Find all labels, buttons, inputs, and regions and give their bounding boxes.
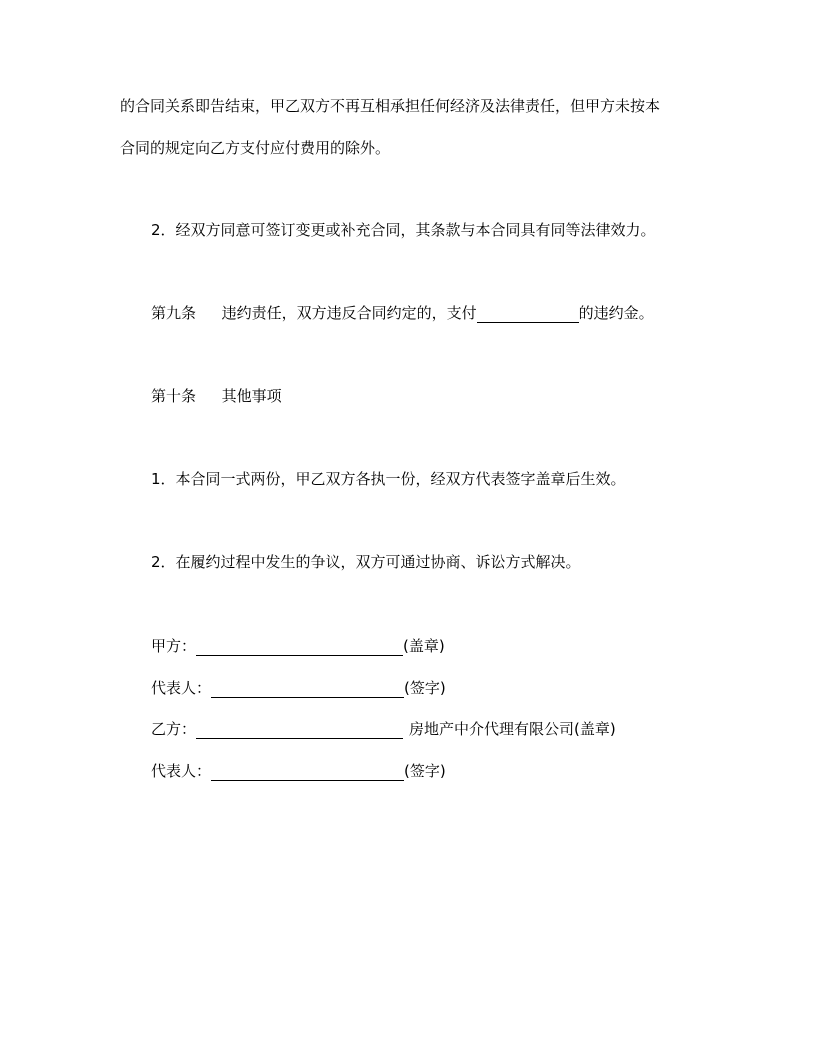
paragraph-text: 的合同关系即告结束，甲乙双方不再互相承担任何经济及法律责任，但甲方未按本 (120, 97, 661, 115)
article-heading: 第九条 (151, 304, 197, 322)
signature-blank (211, 681, 404, 698)
article-heading: 第十条 (151, 387, 197, 405)
signature-blank (196, 722, 403, 739)
signature-label: 代表人： (151, 762, 212, 780)
signature-suffix: 房地产中介代理有限公司(盖章) (409, 720, 616, 738)
article-title: 其他事项 (221, 387, 282, 405)
signature-label: 代表人： (151, 679, 212, 697)
article-9 (151, 303, 654, 323)
article-10-heading (151, 386, 282, 406)
signature-party-b-rep (151, 761, 446, 781)
clause-text: 1．本合同一式两份，甲乙双方各执一份，经双方代表签字盖章后生效。 (151, 470, 626, 488)
signature-suffix: (盖章) (403, 637, 445, 655)
signature-party-a-rep (151, 678, 446, 698)
signature-suffix: (签字) (404, 679, 446, 697)
paragraph-line (120, 138, 390, 158)
signature-suffix: (签字) (404, 762, 446, 780)
clause-text: 2．在履约过程中发生的争议，双方可通过协商、诉讼方式解决。 (151, 553, 581, 571)
signature-label: 甲方： (151, 637, 197, 655)
article-text: 的违约金。 (578, 304, 654, 322)
signature-party-b (151, 719, 616, 739)
blank-line (477, 306, 579, 323)
clause-item (151, 220, 656, 240)
paragraph-text: 合同的规定向乙方支付应付费用的除外。 (120, 139, 391, 157)
signature-label: 乙方： (151, 720, 197, 738)
clause-item (151, 552, 581, 572)
clause-item (151, 469, 626, 489)
clause-text: 2．经双方同意可签订变更或补充合同，其条款与本合同具有同等法律效力。 (151, 221, 656, 239)
signature-blank (196, 639, 403, 656)
signature-blank (211, 764, 404, 781)
signature-party-a (151, 636, 445, 656)
paragraph-line (120, 96, 660, 116)
article-text: 违约责任，双方违反合同约定的，支付 (221, 304, 477, 322)
